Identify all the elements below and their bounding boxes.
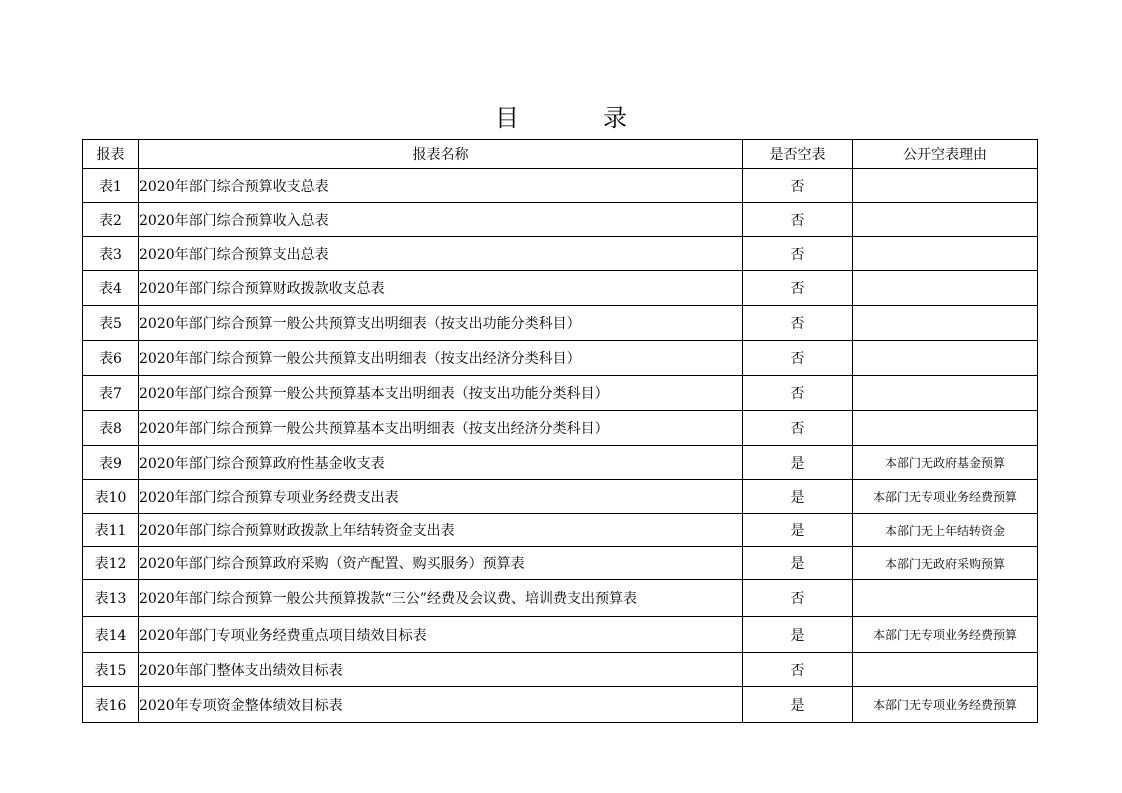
report-name: 2020年部门综合预算政府采购（资产配置、购买服务）预算表 <box>139 547 743 580</box>
is-empty-value: 是 <box>743 547 853 580</box>
table-row <box>83 237 1038 271</box>
empty-reason <box>853 376 1038 411</box>
row-number: 表15 <box>83 653 139 687</box>
row-number: 表16 <box>83 687 139 723</box>
report-name: 2020年部门综合预算一般公共预算支出明细表（按支出经济分类科目） <box>139 341 743 376</box>
empty-reason: 本部门无专项业务经费预算 <box>853 617 1038 653</box>
table-row <box>83 169 1038 203</box>
toc-table <box>82 139 1038 723</box>
table-row <box>83 446 1038 480</box>
row-number: 表13 <box>83 580 139 617</box>
report-name: 2020年部门综合预算一般公共预算拨款“三公”经费及会议费、培训费支出预算表 <box>139 580 743 617</box>
table-row <box>83 376 1038 411</box>
table-row <box>83 203 1038 237</box>
row-number: 表9 <box>83 446 139 480</box>
row-number: 表10 <box>83 480 139 514</box>
is-empty-value: 是 <box>743 480 853 514</box>
is-empty-value: 否 <box>743 341 853 376</box>
is-empty-value: 否 <box>743 411 853 446</box>
report-name: 2020年专项资金整体绩效目标表 <box>139 687 743 723</box>
is-empty-value: 否 <box>743 580 853 617</box>
row-number: 表11 <box>83 514 139 547</box>
table-row <box>83 617 1038 653</box>
table-row <box>83 341 1038 376</box>
report-name: 2020年部门专项业务经费重点项目绩效目标表 <box>139 617 743 653</box>
report-name: 2020年部门综合预算一般公共预算支出明细表（按支出功能分类科目） <box>139 306 743 341</box>
table-header-row <box>83 140 1038 169</box>
report-name: 2020年部门综合预算收入总表 <box>139 203 743 237</box>
report-name: 2020年部门综合预算政府性基金收支表 <box>139 446 743 480</box>
table-row <box>83 687 1038 723</box>
empty-reason: 本部门无政府基金预算 <box>853 446 1038 480</box>
is-empty-value: 否 <box>743 376 853 411</box>
is-empty-value: 是 <box>743 687 853 723</box>
row-number: 表14 <box>83 617 139 653</box>
report-name: 2020年部门综合预算支出总表 <box>139 237 743 271</box>
is-empty-value: 否 <box>743 169 853 203</box>
report-name: 2020年部门综合预算一般公共预算基本支出明细表（按支出功能分类科目） <box>139 376 743 411</box>
report-name: 2020年部门综合预算财政拨款收支总表 <box>139 271 743 306</box>
table-row <box>83 547 1038 580</box>
is-empty-value: 是 <box>743 617 853 653</box>
row-number: 表7 <box>83 376 139 411</box>
empty-reason: 本部门无上年结转资金 <box>853 514 1038 547</box>
is-empty-value: 否 <box>743 306 853 341</box>
empty-reason <box>853 653 1038 687</box>
row-number: 表6 <box>83 341 139 376</box>
report-name: 2020年部门综合预算专项业务经费支出表 <box>139 480 743 514</box>
is-empty-value: 否 <box>743 203 853 237</box>
row-number: 表4 <box>83 271 139 306</box>
empty-reason: 本部门无专项业务经费预算 <box>853 687 1038 723</box>
is-empty-value: 是 <box>743 446 853 480</box>
header-name: 报表名称 <box>139 140 743 169</box>
empty-reason <box>853 271 1038 306</box>
empty-reason: 本部门无专项业务经费预算 <box>853 480 1038 514</box>
header-num: 报表 <box>83 140 139 169</box>
is-empty-value: 否 <box>743 237 853 271</box>
row-number: 表8 <box>83 411 139 446</box>
report-name: 2020年部门综合预算收支总表 <box>139 169 743 203</box>
empty-reason <box>853 203 1038 237</box>
report-name: 2020年部门综合预算财政拨款上年结转资金支出表 <box>139 514 743 547</box>
table-body <box>83 169 1038 723</box>
is-empty-value: 否 <box>743 653 853 687</box>
row-number: 表3 <box>83 237 139 271</box>
page-title: 目 录 <box>495 104 657 132</box>
table-row <box>83 480 1038 514</box>
header-reason: 公开空表理由 <box>853 140 1038 169</box>
table-row <box>83 653 1038 687</box>
report-name: 2020年部门综合预算一般公共预算基本支出明细表（按支出经济分类科目） <box>139 411 743 446</box>
row-number: 表2 <box>83 203 139 237</box>
row-number: 表12 <box>83 547 139 580</box>
row-number: 表1 <box>83 169 139 203</box>
empty-reason <box>853 237 1038 271</box>
header-empty: 是否空表 <box>743 140 853 169</box>
table-row <box>83 271 1038 306</box>
table-row <box>83 411 1038 446</box>
empty-reason <box>853 341 1038 376</box>
row-number: 表5 <box>83 306 139 341</box>
empty-reason <box>853 580 1038 617</box>
report-name: 2020年部门整体支出绩效目标表 <box>139 653 743 687</box>
table-row <box>83 306 1038 341</box>
is-empty-value: 是 <box>743 514 853 547</box>
table-row <box>83 514 1038 547</box>
empty-reason: 本部门无政府采购预算 <box>853 547 1038 580</box>
is-empty-value: 否 <box>743 271 853 306</box>
empty-reason <box>853 169 1038 203</box>
table-row <box>83 580 1038 617</box>
empty-reason <box>853 306 1038 341</box>
empty-reason <box>853 411 1038 446</box>
